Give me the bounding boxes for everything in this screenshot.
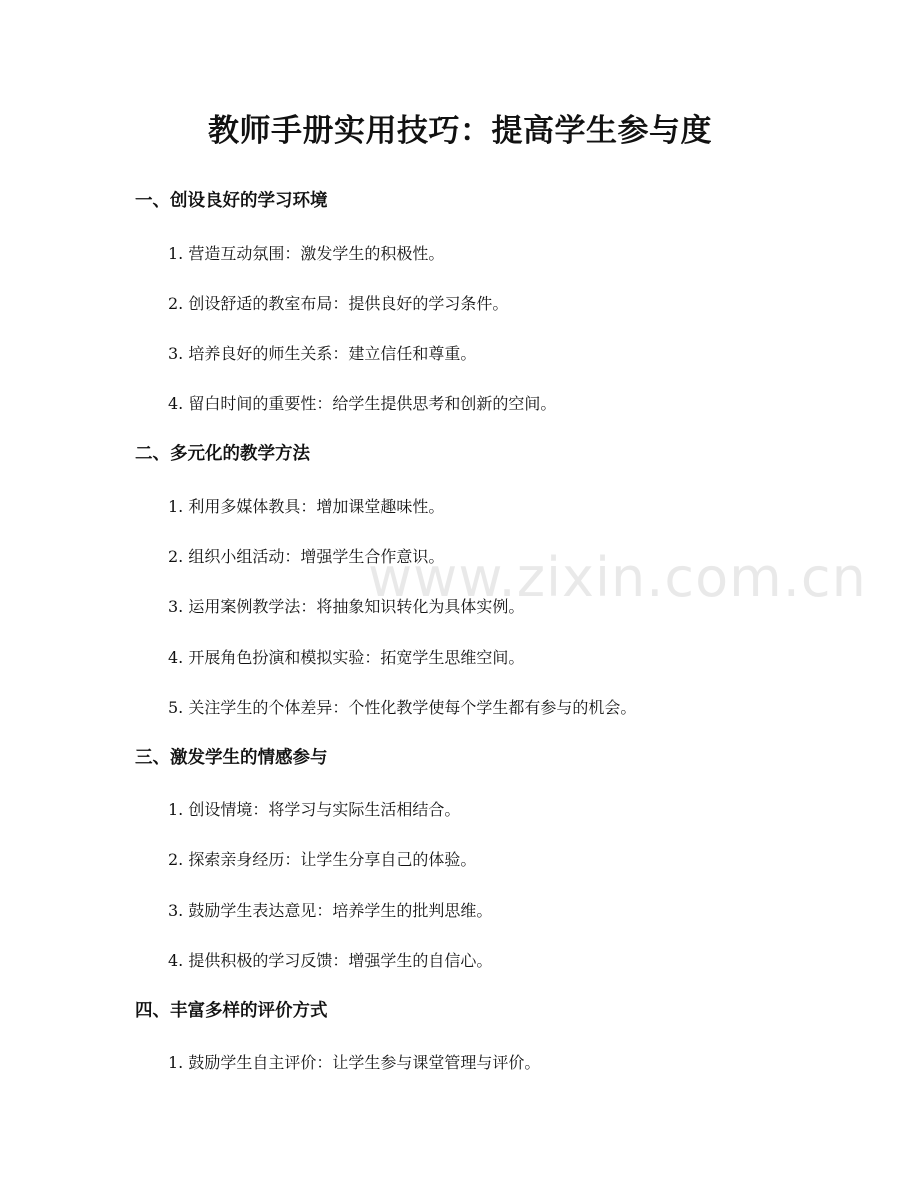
list-item: 1. 营造互动氛围：激发学生的积极性。 [168,244,445,263]
section-heading-1: 一、创设良好的学习环境 [135,191,328,211]
list-item: 2. 创设舒适的教室布局：提供良好的学习条件。 [168,294,509,313]
list-item: 1. 创设情境：将学习与实际生活相结合。 [168,800,461,819]
section-heading-4: 四、丰富多样的评价方式 [135,1001,328,1021]
list-item: 4. 留白时间的重要性：给学生提供思考和创新的空间。 [168,394,557,413]
list-item: 1. 鼓励学生自主评价：让学生参与课堂管理与评价。 [168,1053,541,1072]
list-item: 4. 提供积极的学习反馈：增强学生的自信心。 [168,951,493,970]
list-item: 4. 开展角色扮演和模拟实验：拓宽学生思维空间。 [168,648,525,667]
list-item: 3. 培养良好的师生关系：建立信任和尊重。 [168,344,477,363]
document-title: 教师手册实用技巧：提高学生参与度 [208,113,712,149]
list-item: 5. 关注学生的个体差异：个性化教学使每个学生都有参与的机会。 [168,698,637,717]
list-item: 3. 鼓励学生表达意见：培养学生的批判思维。 [168,901,493,920]
list-item: 2. 组织小组活动：增强学生合作意识。 [168,547,445,566]
list-item: 1. 利用多媒体教具：增加课堂趣味性。 [168,497,445,516]
list-item: 3. 运用案例教学法：将抽象知识转化为具体实例。 [168,597,525,616]
section-heading-2: 二、多元化的教学方法 [135,444,310,464]
section-heading-3: 三、激发学生的情感参与 [135,748,328,768]
list-item: 2. 探索亲身经历：让学生分享自己的体验。 [168,850,477,869]
watermark: www.zixin.com.cn [368,546,867,609]
